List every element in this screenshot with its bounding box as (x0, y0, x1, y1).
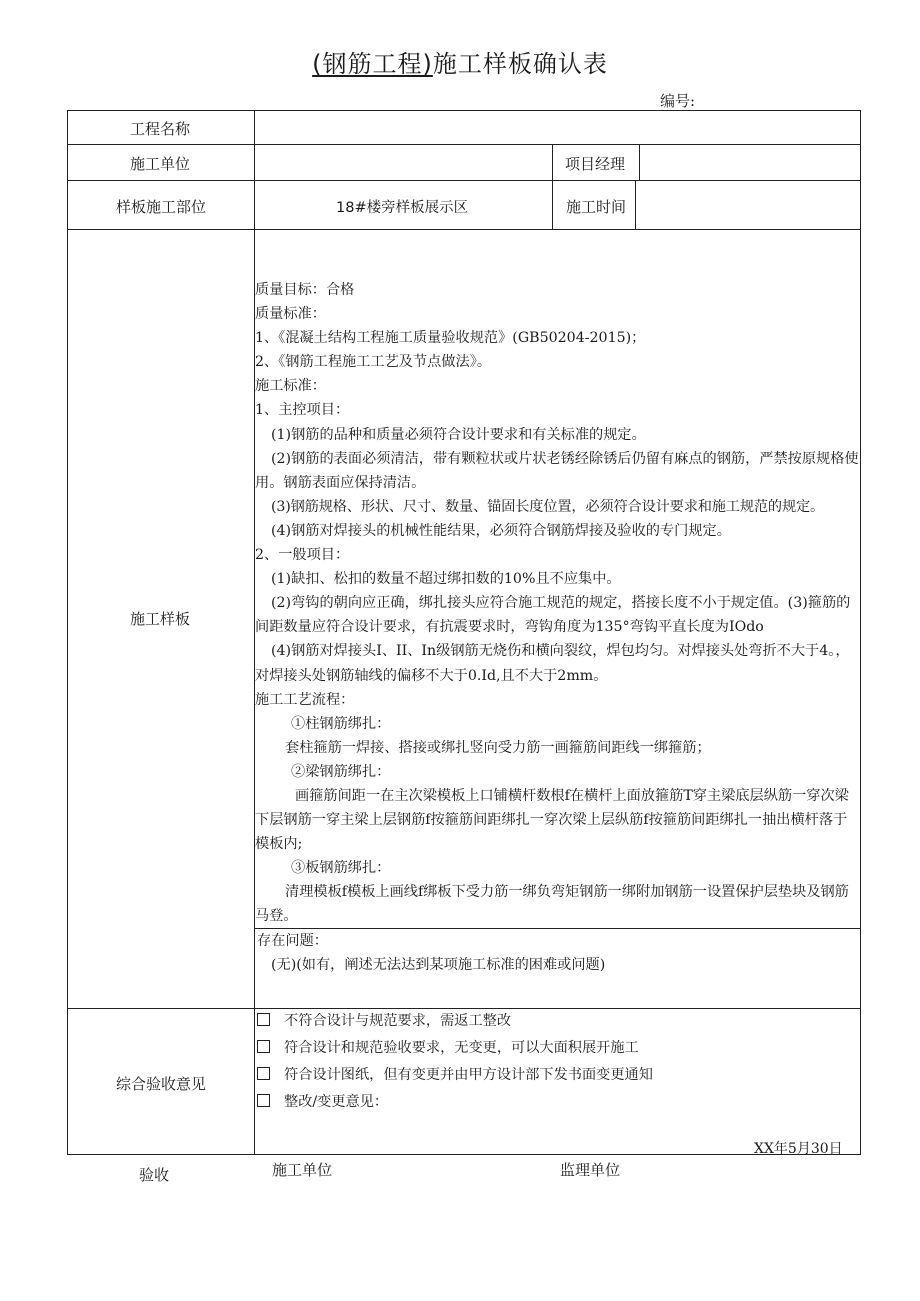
checkbox[interactable] (257, 1040, 270, 1053)
main-item: (2)钢筋的表面必须清洁，带有颗粒状或片状老锈经除锈后仍留有麻点的钢筋，严禁按原规格使用。钢筋表面应保持清洁。 (255, 450, 859, 491)
sample-standards-content (255, 278, 861, 929)
acceptance-opinion-label: 综合验收意见 (116, 1075, 207, 1093)
row-divider (67, 229, 861, 230)
opinion-option (257, 1089, 653, 1116)
slab-rebar-title: ③板钢筋绑扎： (291, 860, 391, 877)
sign-date: XX年5月30日 (754, 1141, 843, 1157)
opinion-option-label: 符合设计图纸，但有变更并由甲方设计部下发书面变更通知 (284, 1067, 653, 1083)
column-rebar-title: ①柱钢筋绑扎： (291, 715, 391, 732)
serial-number-label: 编号: (660, 92, 696, 110)
sample-location-label: 样板施工部位 (116, 198, 207, 216)
column-divider (635, 180, 636, 229)
standard-item: 2、《钢筋工程施工工艺及节点做法》。 (255, 354, 492, 371)
acceptance-label: 验收 (139, 1166, 170, 1184)
construction-standard-title: 施工标准： (255, 378, 326, 395)
main-item: (3)钢筋规格、形状、尺寸、数量、锚固长度位置，必须符合设计要求和施工规范的规定。 (271, 498, 825, 515)
supervisor-signature-label: 监理单位 (560, 1161, 621, 1179)
row-divider (67, 180, 861, 181)
opinion-option-label: 整改/变更意见： (284, 1094, 389, 1110)
general-items-title: 2、一般项目： (255, 547, 350, 564)
slab-rebar-steps: 清理模板f模板上画线f绑板下受力筋一绑负弯矩钢筋一绑附加钢筋一设置保护层垫块及钢筋马登。 (255, 884, 849, 925)
construction-time-label: 施工时间 (566, 198, 627, 216)
title-project-type: (钢筋工程) (312, 50, 433, 78)
issues-text: (无)(如有，阐述无法达到某项施工标准的困难或问题) (271, 957, 606, 973)
checkbox[interactable] (257, 1094, 270, 1107)
opinion-option (257, 1035, 653, 1062)
general-item: (4)钢筋对焊接头I、II、In级钢筋无烧伤和横向裂纹，焊包均匀。对焊接头处弯折不大于4。，对焊接头处钢筋轴线的偏移不大于0.Id,且不大于2mm。 (255, 643, 850, 684)
title-text: 施工样板确认表 (432, 50, 608, 78)
checkbox[interactable] (257, 1013, 270, 1026)
page-title (0, 44, 920, 79)
project-name-label: 工程名称 (130, 120, 191, 138)
opinion-options (257, 1008, 653, 1116)
opinion-option-label: 符合设计和规范验收要求，无变更，可以大面积展开施工 (284, 1040, 639, 1056)
general-item: (1)缺扣、松扣的数量不超过绑扣数的10%且不应集中。 (271, 571, 621, 588)
issues-title: 存在问题： (257, 933, 328, 949)
main-items-title: 1、主控项目： (255, 402, 350, 419)
column-divider (639, 144, 640, 180)
opinion-option-label: 不符合设计与规范要求，需返工整改 (284, 1013, 512, 1029)
quality-standard-title: 质量标准： (255, 306, 326, 323)
contractor-label: 施工单位 (130, 155, 191, 173)
opinion-option (257, 1062, 653, 1089)
column-divider (552, 144, 553, 229)
main-item: (1)钢筋的品种和质量必须符合设计要求和有关标准的规定。 (271, 426, 646, 443)
existing-issues (257, 929, 605, 977)
standard-item: 1、《混凝土结构工程施工质量验收规范》(GB50204-2015)； (255, 330, 646, 347)
process-title: 施工工艺流程： (255, 691, 355, 708)
project-manager-label: 项目经理 (565, 155, 626, 173)
sample-location-value: 18#楼旁样板展示区 (336, 200, 469, 216)
quality-target: 质量目标：合格 (255, 282, 355, 298)
beam-rebar-title: ②梁钢筋绑扎： (291, 763, 391, 780)
row-divider (67, 144, 861, 145)
contractor-signature-label: 施工单位 (272, 1161, 333, 1179)
opinion-option (257, 1008, 653, 1035)
general-item: (2)弯钩的朝向应正确，绑扎接头应符合施工规范的规定，搭接长度不小于规定值。(3)箍筋的间距数量应符合设计要求，有抗震要求时，弯钩角度为135°弯钩平直长度为IOdo (255, 595, 851, 636)
checkbox[interactable] (257, 1067, 270, 1080)
main-item: (4)钢筋对焊接头的机械性能结果，必须符合钢筋焊接及验收的专门规定。 (271, 522, 731, 539)
beam-rebar-steps: 画箍筋间距一在主次梁模板上口铺横杆数根f在横杆上面放箍筋T穿主梁底层纵筋一穿次梁下层钢筋一穿主梁上层钢筋f按箍筋间距绑扎一穿次梁上层纵筋f按箍筋间距绑扎一抽出横杆落于模板内; (255, 787, 849, 853)
column-rebar-steps: 套柱箍筋一焊接、搭接或绑扎竖向受力筋一画箍筋间距线一绑箍筋； (285, 739, 711, 756)
construction-sample-label: 施工样板 (130, 610, 191, 628)
